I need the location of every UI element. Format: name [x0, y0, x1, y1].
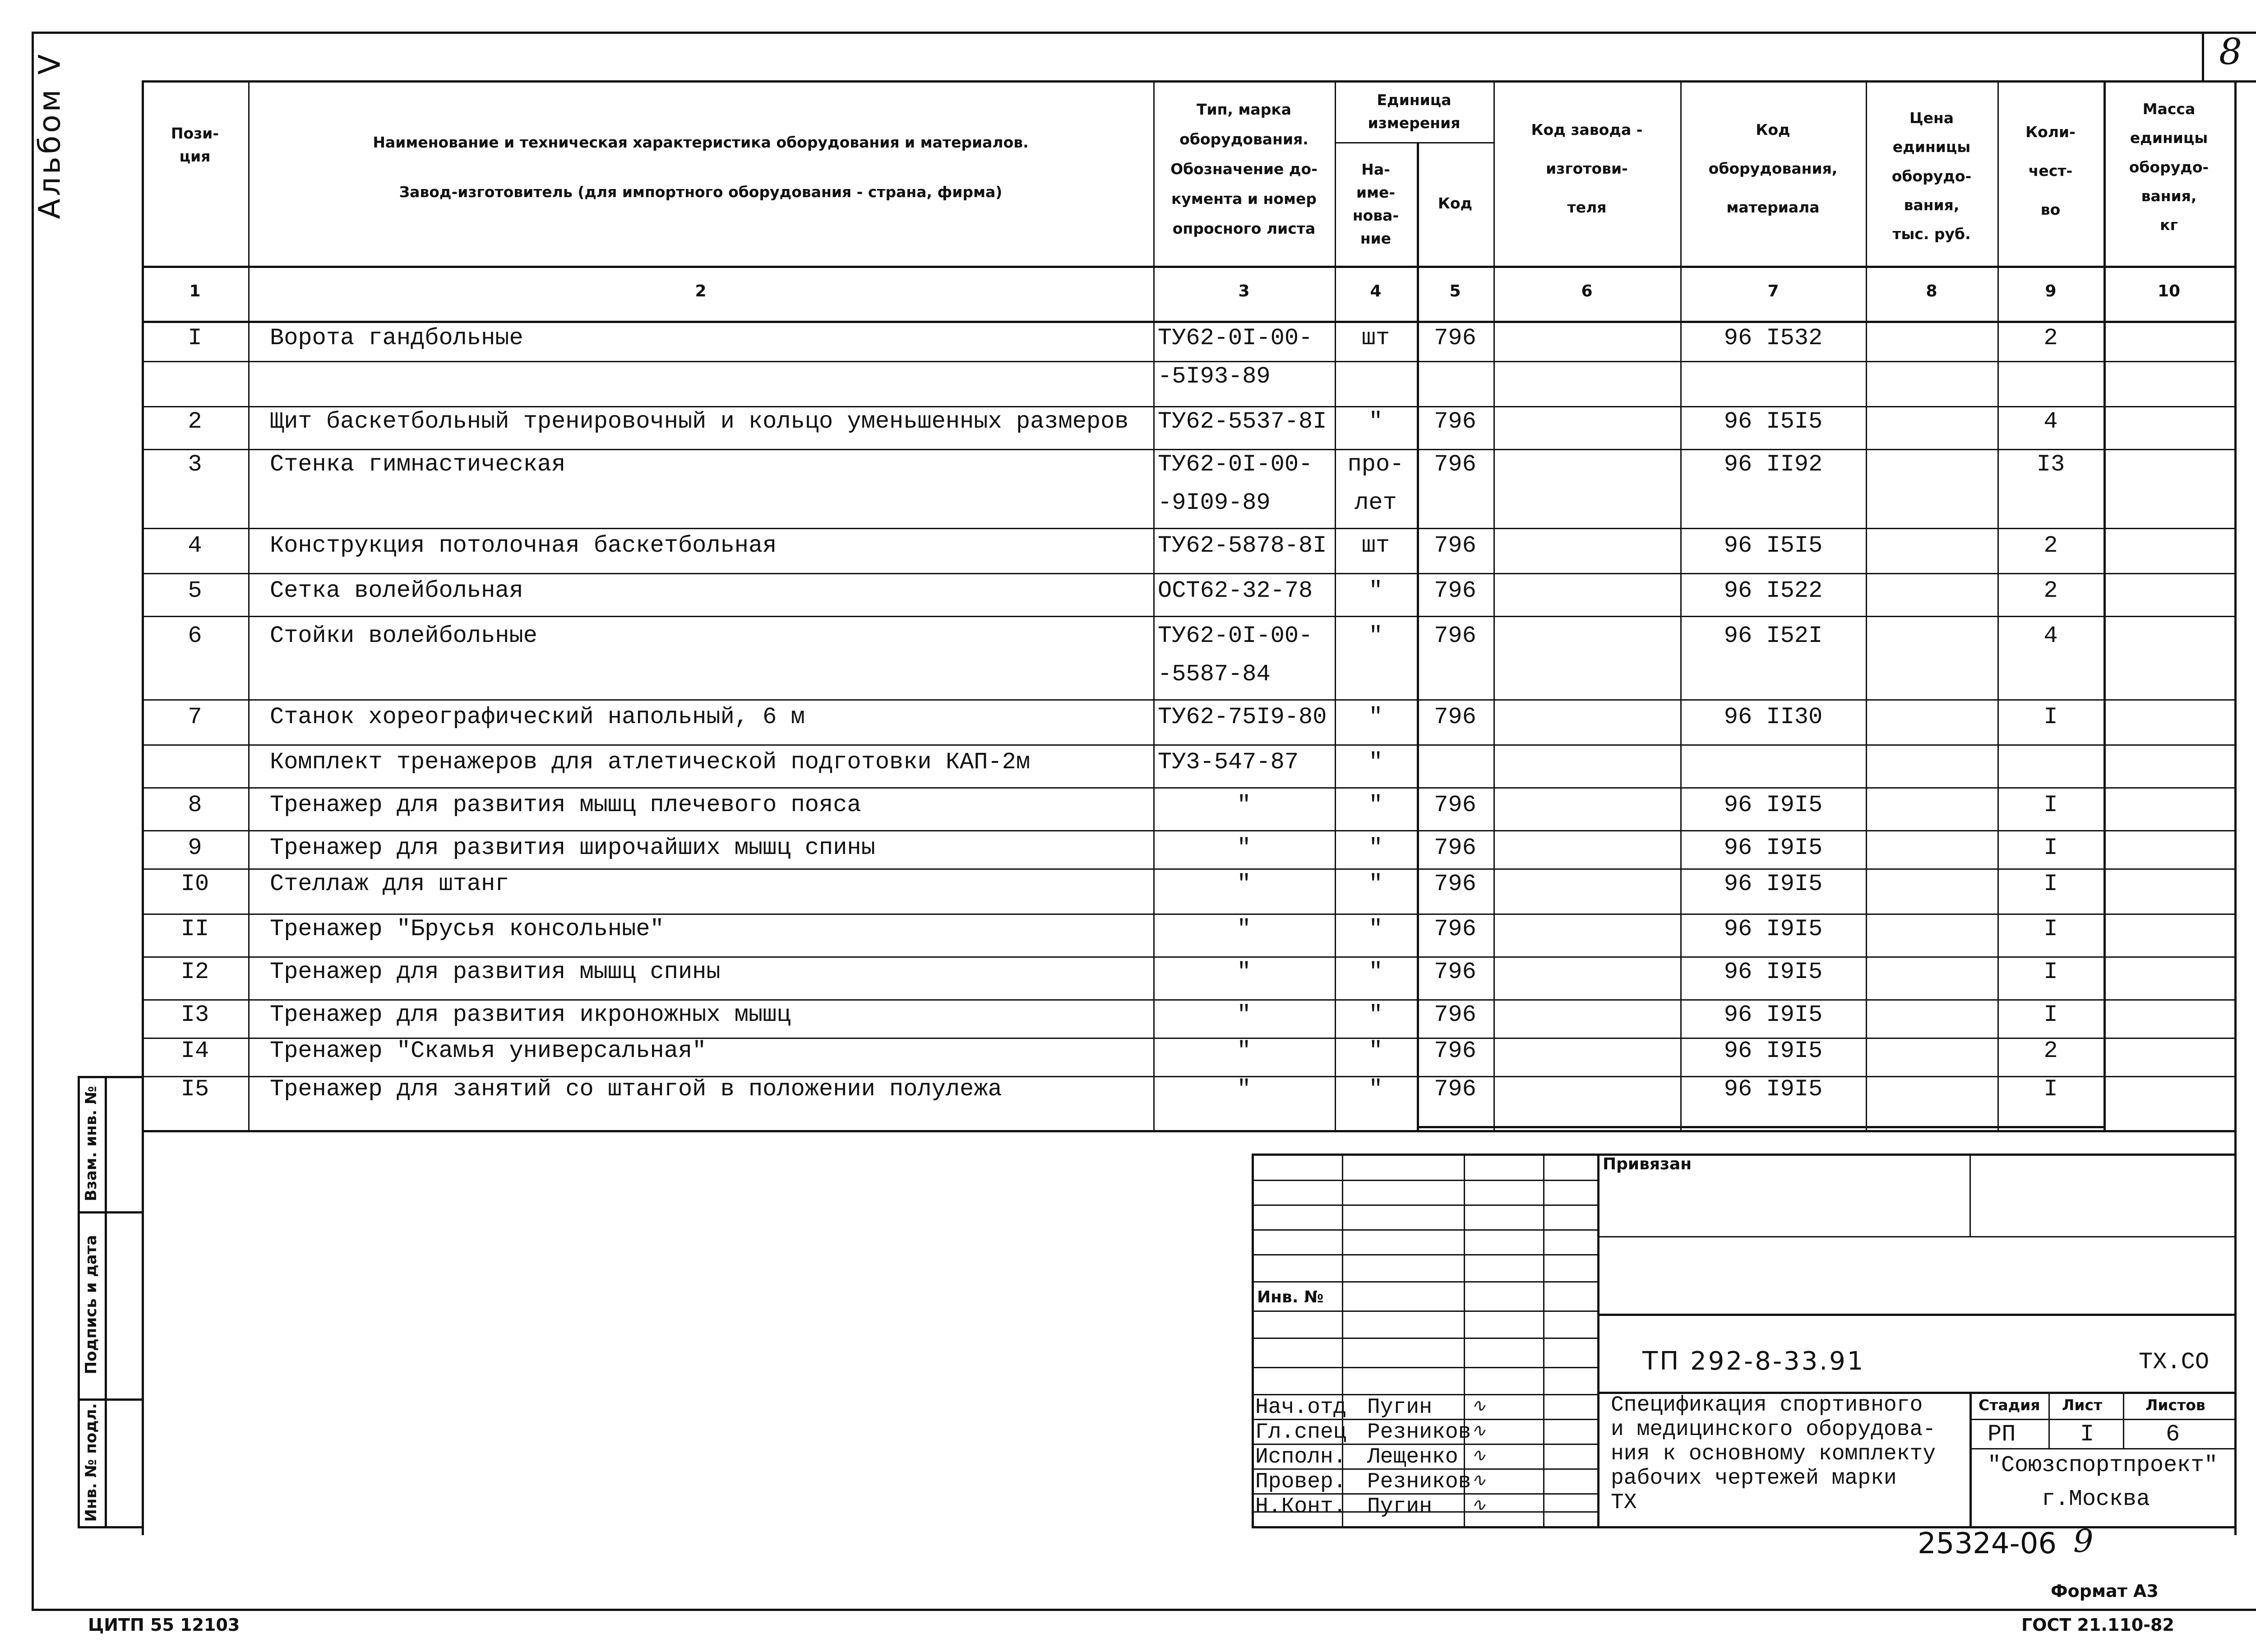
stamp-title-line: рабочих чертежей марки: [1611, 1466, 1897, 1490]
row-position: I2: [180, 959, 209, 985]
row-type-doc: -5587-84: [1158, 661, 1271, 688]
row-unit-code: 796: [1434, 408, 1476, 435]
header-plant-code: Код завода - изготови- теля: [1531, 121, 1643, 216]
row-divider: [142, 744, 2235, 746]
row-equip-code: 96 I9I5: [1724, 835, 1823, 861]
row-unit-code: 796: [1434, 792, 1476, 818]
row-equip-code: 96 I9I5: [1724, 1076, 1823, 1103]
stamp-grid-v3: [1543, 1154, 1544, 1527]
row-type-doc: ТУ62-5537-8I: [1158, 408, 1327, 435]
stamp-sheets-label: Листов: [2145, 1396, 2205, 1414]
row-unit-code: 796: [1434, 959, 1476, 985]
row-equip-code: 96 I9I5: [1724, 959, 1823, 985]
col-line-4: [1417, 142, 1419, 1131]
stamp-privyazan-split: [1969, 1154, 1971, 1236]
row-position: 5: [188, 577, 202, 604]
stamp-title-line: Спецификация спортивного: [1611, 1393, 1923, 1417]
row-equip-code: 96 I9I5: [1724, 1038, 1823, 1064]
row-unit-code: 796: [1434, 623, 1476, 649]
signer-name: Пугин: [1367, 1395, 1433, 1420]
row-divider: [142, 830, 2235, 831]
row-quantity: I: [2043, 792, 2058, 818]
stamp-title-line: ТХ: [1611, 1490, 1637, 1515]
signer-name: Пугин: [1367, 1495, 1433, 1519]
sheet-number: 8: [2219, 31, 2242, 73]
stamp-grid-line: [1252, 1254, 1597, 1255]
row-unit-name: ": [1368, 408, 1383, 435]
row-divider: [142, 868, 2235, 870]
row-unit-code: 796: [1434, 451, 1476, 478]
row-equip-code: 96 I9I5: [1724, 871, 1823, 897]
row-position: 6: [188, 623, 202, 649]
row-quantity: I: [2043, 704, 2058, 730]
row-position: 9: [188, 835, 202, 861]
row-divider: [142, 449, 2235, 450]
header-type: Тип, марка оборудования. Обозначение до- кумента и номер опросного листа: [1170, 101, 1318, 237]
row-unit-code: 796: [1434, 1001, 1476, 1028]
row-unit-code: 796: [1434, 916, 1476, 942]
header-mass: Масса единицы оборудо- вания, кг: [2129, 100, 2209, 234]
side-strip-div1: [78, 1211, 143, 1214]
side-strip-left: [78, 1076, 80, 1527]
signature-scribble-icon: ∿: [1471, 1495, 1486, 1515]
signer-role: Гл.спец: [1255, 1420, 1346, 1444]
row-equip-code: 96 I5I5: [1724, 532, 1823, 559]
row-unit-name: шт: [1361, 325, 1390, 351]
stamp-grid-line: [1252, 1204, 1597, 1206]
row-name: Конструкция потолочная баскетбольная: [270, 532, 777, 559]
column-number: 2: [695, 282, 707, 300]
row-type-doc: ": [1237, 871, 1251, 897]
side-label-inv-podl: Инв. № подл.: [82, 1403, 100, 1522]
header-quantity: Коли- чест- во: [2025, 123, 2076, 218]
header-equip-code: Код оборудования, материала: [1708, 121, 1838, 216]
stamp-stage: РП: [1988, 1421, 2016, 1448]
row-divider: [142, 699, 2235, 701]
row-name: Тренажер для занятий со штангой в положении полулежа: [270, 1076, 1002, 1103]
row-type-doc: ТУ3-547-87: [1158, 749, 1299, 775]
row-unit-name: ": [1368, 623, 1383, 649]
stamp-grid-line: [1252, 1338, 1597, 1339]
row-quantity: I: [2043, 1076, 2058, 1103]
row-equip-code: 96 I9I5: [1724, 792, 1823, 818]
row-unit-name: ": [1368, 1038, 1383, 1064]
row-type-doc: ТУ62-75I9-80: [1158, 704, 1327, 730]
row-divider: [142, 361, 2235, 362]
row-quantity: 4: [2043, 408, 2058, 435]
column-number: 4: [1370, 282, 1382, 300]
column-number: 7: [1767, 282, 1779, 300]
row-name: Ворота гандбольные: [270, 325, 523, 351]
side-strip-mid: [105, 1076, 107, 1527]
row-name: Щит баскетбольный тренировочный и кольцо уменьшенных размеров: [270, 408, 1129, 435]
col-line-5: [1493, 80, 1495, 1131]
row-quantity: 2: [2043, 532, 2058, 559]
table-right-border: [2234, 80, 2237, 1535]
row-unit-name: ": [1368, 792, 1383, 818]
row-unit-code: 796: [1434, 532, 1476, 559]
stamp-sheets: 6: [2166, 1421, 2180, 1448]
row-quantity: I: [2043, 1001, 2058, 1028]
unit-header-split: [1335, 142, 1493, 143]
col-line-8: [1997, 80, 1999, 1131]
header-unit-name: На- име- нова- ние: [1352, 161, 1399, 248]
row-quantity: I: [2043, 959, 2058, 985]
gost-label: ГОСТ 21.110-82: [2021, 1615, 2174, 1635]
album-label: Альбом V: [32, 51, 67, 219]
row-divider: [142, 406, 2235, 407]
signer-role: Н.Конт.: [1255, 1495, 1346, 1519]
row-equip-code: 96 I522: [1724, 577, 1823, 604]
row-unit-name: шт: [1361, 532, 1390, 559]
stamp-sheet: I: [2080, 1421, 2094, 1448]
row-unit-code: 796: [1434, 1076, 1476, 1103]
row-name: Тренажер для развития икроножных мышц: [270, 1001, 791, 1028]
row-type-doc: ТУ62-5878-8I: [1158, 532, 1327, 559]
row-equip-code: 96 II92: [1724, 451, 1823, 478]
stamp-code-top: [1597, 1314, 2235, 1316]
row-unit-name: ": [1368, 704, 1383, 730]
row-unit-code: 796: [1434, 704, 1476, 730]
row-unit-name: ": [1368, 1076, 1383, 1103]
stamp-title-line: ния к основному комплекту: [1611, 1442, 1936, 1466]
column-number: 8: [1926, 282, 1937, 300]
stamp-title: [1611, 1393, 1936, 1515]
table-body-bottom: [142, 1130, 2235, 1132]
stamp-stage-split2: [2123, 1392, 2124, 1448]
row-divider: [142, 528, 2235, 529]
stamp-grid-line: [1252, 1229, 1597, 1231]
stamp-title-line: и медицинского оборудова-: [1611, 1417, 1936, 1442]
stamp-mark: ТХ.СО: [2139, 1349, 2210, 1375]
row-type-doc: ": [1237, 1038, 1251, 1064]
row-divider: [142, 999, 2235, 1001]
bold-bottom: [1417, 1126, 2105, 1128]
row-equip-code: 96 I52I: [1724, 623, 1823, 649]
row-name: Стенка гимнастическая: [270, 451, 566, 478]
row-position: 7: [188, 704, 202, 730]
row-divider: [142, 914, 2235, 915]
stamp-grid-line: [1252, 1311, 1597, 1312]
row-type-doc: ": [1237, 916, 1251, 942]
signature-scribble-icon: ∿: [1471, 1395, 1486, 1416]
side-strip-div2: [78, 1398, 143, 1401]
row-quantity: I3: [2036, 451, 2065, 478]
outer-frame-bottom: [32, 1609, 2256, 1611]
signer-name: Резников: [1367, 1420, 1471, 1444]
bold-top: [1417, 321, 2105, 323]
stamp-stage-values-bottom: [1969, 1448, 2236, 1449]
stamp-left: [1252, 1154, 1254, 1528]
row-quantity: 2: [2043, 1038, 2058, 1064]
stamp-grid-v4: [1597, 1154, 1600, 1527]
column-number: 3: [1238, 282, 1250, 300]
row-type-doc: ТУ62-0I-00-: [1158, 451, 1313, 478]
row-unit-code: 796: [1434, 325, 1476, 351]
row-quantity: 2: [2043, 577, 2058, 604]
stamp-sheet-label: Лист: [2062, 1396, 2103, 1414]
archive-number: 25324-06: [1918, 1527, 2057, 1560]
row-position: I: [188, 325, 202, 351]
signer-role: Нач.отд: [1255, 1395, 1346, 1420]
stamp-inv-no: Инв. №: [1257, 1288, 1324, 1306]
side-label-vzam: Взам. инв. №: [82, 1086, 100, 1201]
stamp-stage-header-bottom: [1969, 1419, 2236, 1420]
row-name: Тренажер для развития мышц спины: [270, 959, 721, 985]
column-number: 6: [1581, 282, 1593, 300]
row-name: Тренажер "Брусья консольные": [270, 916, 664, 942]
signer-role: Исполн.: [1255, 1445, 1346, 1469]
stamp-privyazan: Привязан: [1603, 1155, 1692, 1173]
row-quantity: I: [2043, 871, 2058, 897]
stamp-grid-line: [1252, 1180, 1597, 1181]
row-position: I3: [180, 1001, 209, 1028]
row-name: Сетка волейбольная: [270, 577, 523, 604]
row-divider: [142, 956, 2235, 958]
stamp-stage-label: Стадия: [1979, 1396, 2040, 1414]
side-label-podpis: Подпись и дата: [82, 1235, 100, 1375]
column-number: 1: [189, 282, 201, 300]
row-unit-name: ": [1368, 959, 1383, 985]
row-type-doc: ": [1237, 792, 1251, 818]
row-quantity: 2: [2043, 325, 2058, 351]
col-line-1: [248, 80, 250, 1131]
row-position: I4: [180, 1038, 209, 1064]
row-unit-name: ": [1368, 871, 1383, 897]
header-position: Пози- ция: [171, 125, 219, 166]
side-strip-top: [78, 1076, 143, 1078]
row-divider: [142, 616, 2235, 617]
row-type-doc: ТУ62-0I-00-: [1158, 623, 1313, 649]
row-name: Стойки волейбольные: [270, 623, 537, 649]
row-position: 3: [188, 451, 202, 478]
stamp-grid-line: [1252, 1281, 1597, 1283]
stamp-privyazan-bottom: [1597, 1236, 2235, 1237]
row-type-doc: ": [1237, 1001, 1251, 1028]
row-position: 4: [188, 532, 202, 559]
row-type-doc: -9I09-89: [1158, 489, 1271, 516]
column-number: 10: [2157, 282, 2181, 300]
row-unit-code: 796: [1434, 577, 1476, 604]
stamp-doc-code: ТП 292-8-33.91: [1642, 1347, 1865, 1376]
header-unit: Единица измерения: [1368, 91, 1461, 132]
printer-label: ЦИТП 55 12103: [88, 1615, 240, 1635]
header-name-line2: Завод-изготовитель (для импортного оборудования - страна, фирма): [399, 183, 1003, 201]
row-quantity: I: [2043, 916, 2058, 942]
header-bottom-border: [142, 266, 2235, 268]
header-unit-code: Код: [1438, 194, 1473, 212]
row-unit-name: лет: [1355, 489, 1397, 516]
row-type-doc: ": [1237, 959, 1251, 985]
signature-scribble-icon: ∿: [1471, 1470, 1486, 1490]
row-quantity: I: [2043, 835, 2058, 861]
row-type-doc: ТУ62-0I-00-: [1158, 325, 1313, 351]
row-position: 2: [188, 408, 202, 435]
row-unit-name: ": [1368, 749, 1383, 775]
row-type-doc: ": [1237, 1076, 1251, 1103]
stamp-city: г.Москва: [2042, 1486, 2150, 1512]
table-left-border: [142, 80, 144, 1535]
row-quantity: 4: [2043, 623, 2058, 649]
row-name: Комплект тренажеров для атлетической подготовки КАП-2м: [270, 749, 1031, 775]
row-equip-code: 96 I9I5: [1724, 916, 1823, 942]
row-name: Тренажер для развития мышц плечевого пояса: [270, 792, 861, 818]
row-name: Станок хореографический напольный, 6 м: [270, 704, 805, 730]
row-unit-code: 796: [1434, 871, 1476, 897]
row-unit-name: ": [1368, 835, 1383, 861]
header-price: Цена единицы оборудо- вания, тыс. руб.: [1891, 109, 1972, 243]
signature-scribble-icon: ∿: [1471, 1445, 1486, 1466]
row-unit-name: ": [1368, 577, 1383, 604]
row-unit-name: про-: [1347, 451, 1404, 478]
row-unit-code: 796: [1434, 1038, 1476, 1064]
row-unit-name: ": [1368, 1001, 1383, 1028]
stamp-grid-line: [1252, 1367, 1597, 1368]
outer-frame-top: [32, 32, 2256, 34]
row-equip-code: 96 I532: [1724, 325, 1823, 351]
row-position: I5: [180, 1076, 209, 1103]
row-position: 8: [188, 792, 202, 818]
header-name-line1: Наименование и техническая характеристика оборудования и материалов.: [373, 134, 1029, 151]
outer-frame-left: [32, 32, 34, 1610]
row-name: Стеллаж для штанг: [270, 871, 509, 897]
stamp-top: [1252, 1154, 2235, 1156]
sheet-number-box: [2202, 32, 2204, 81]
row-unit-code: 796: [1434, 835, 1476, 861]
row-position: II: [180, 916, 209, 942]
column-number: 5: [1449, 282, 1461, 300]
row-equip-code: 96 I9I5: [1724, 1001, 1823, 1028]
row-type-doc: ОСТ62-32-78: [1158, 577, 1313, 604]
row-name: Тренажер для развития широчайших мышц спины: [270, 835, 875, 861]
row-equip-code: 96 I5I5: [1724, 408, 1823, 435]
row-unit-name: ": [1368, 916, 1383, 942]
stamp-org: "Союзспортпроект": [1988, 1453, 2218, 1478]
row-equip-code: 96 II30: [1724, 704, 1823, 730]
column-number: 9: [2045, 282, 2057, 300]
signer-role: Провер.: [1255, 1470, 1346, 1494]
stamp-stage-split1: [2048, 1392, 2050, 1448]
archive-suffix: 9: [2073, 1523, 2094, 1560]
row-name: Тренажер "Скамья универсальная": [270, 1038, 707, 1064]
row-position: I0: [180, 871, 209, 897]
signature-scribble-icon: ∿: [1471, 1420, 1486, 1441]
row-divider: [142, 787, 2235, 789]
stamp-title-split: [1969, 1392, 1972, 1527]
row-type-doc: ": [1237, 835, 1251, 861]
format-label: Формат А3: [2051, 1581, 2159, 1601]
signer-name: Лещенко: [1367, 1445, 1458, 1469]
col-line-6: [1680, 80, 1682, 1131]
row-type-doc: -5I93-89: [1158, 363, 1271, 390]
row-divider: [142, 573, 2235, 574]
signer-name: Резников: [1367, 1470, 1471, 1494]
side-strip-bottom: [78, 1526, 143, 1528]
table-top-border: [142, 80, 2235, 83]
